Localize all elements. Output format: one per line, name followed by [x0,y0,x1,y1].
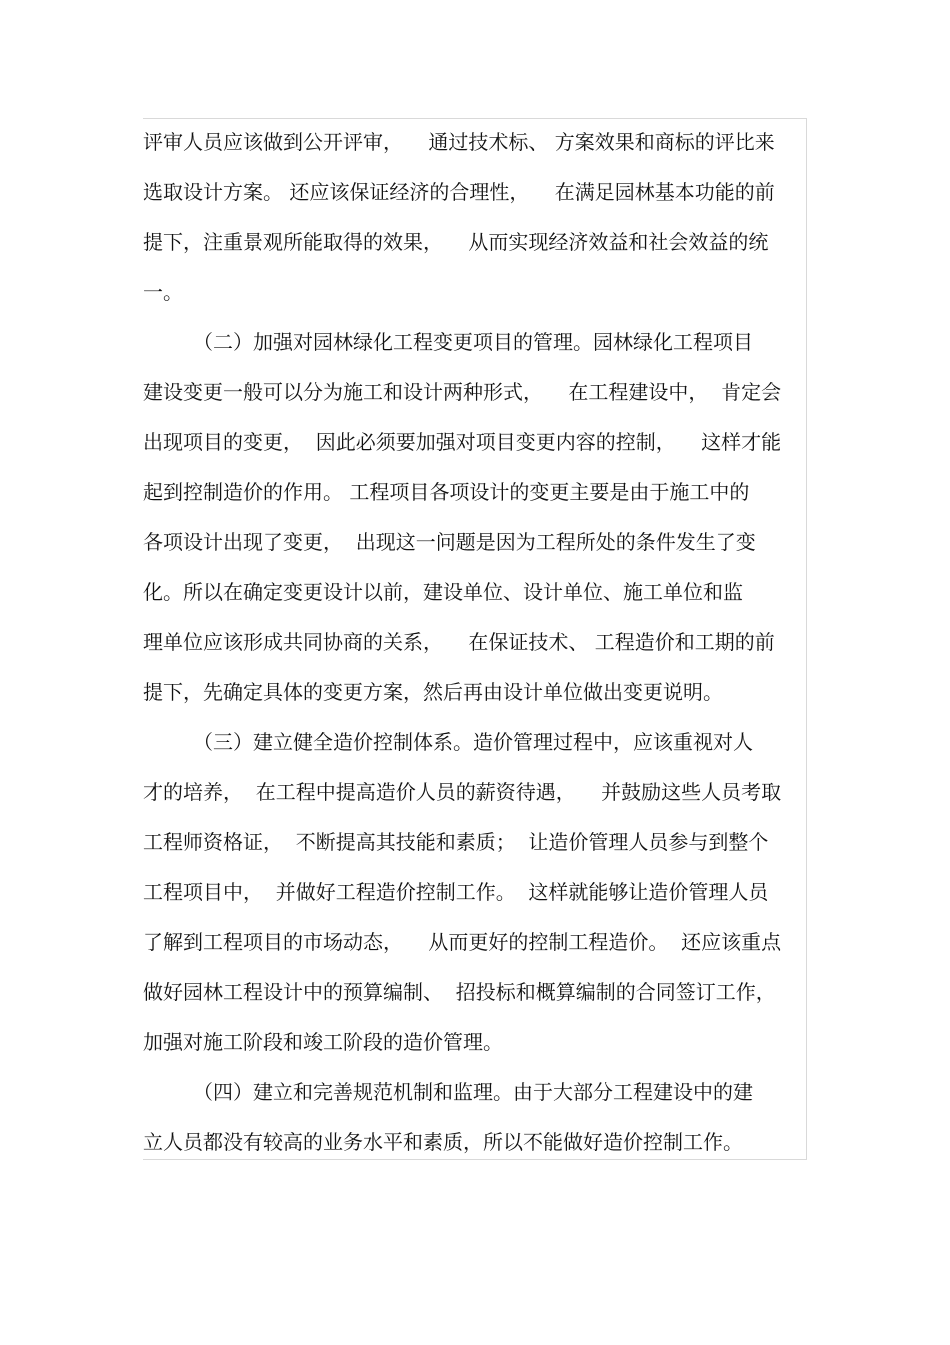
text-line-1: 评审人员应该做到公开评审， 通过技术标、 方案效果和商标的评比来 [143,130,775,154]
text-line-21: 立人员都没有较高的业务水平和素质，所以不能做好造价控制工作。 [143,1130,743,1154]
text-line-11: 理单位应该形成共同协商的关系， 在保证技术、 工程造价和工期的前 [143,630,775,654]
text-line-13: （三）建立健全造价控制体系。造价管理过程中，应该重视对人 [193,730,753,754]
text-line-6: 建设变更一般可以分为施工和设计两种形式， 在工程建设中， 肯定会 [143,380,782,404]
text-line-20: （四）建立和完善规范机制和监理。由于大部分工程建设中的建 [193,1080,753,1104]
text-line-5: （二）加强对园林绿化工程变更项目的管理。园林绿化工程项目 [193,330,753,354]
document-body [143,122,807,1172]
text-line-2: 选取设计方案。 还应该保证经济的合理性， 在满足园林基本功能的前 [143,180,775,204]
text-line-8: 起到控制造价的作用。 工程项目各项设计的变更主要是由于施工中的 [143,480,750,504]
text-line-7: 出现项目的变更， 因此必须要加强对项目变更内容的控制， 这样才能 [143,430,782,454]
text-line-15: 工程师资格证， 不断提高其技能和素质； 让造价管理人员参与到整个 [143,830,769,854]
text-line-12: 提下，先确定具体的变更方案，然后再由设计单位做出变更说明。 [143,680,723,704]
text-line-14: 才的培养， 在工程中提高造价人员的薪资待遇， 并鼓励这些人员考取 [143,780,782,804]
text-line-18: 做好园林工程设计中的预算编制、 招投标和概算编制的合同签订工作， [143,980,776,1004]
text-line-19: 加强对施工阶段和竣工阶段的造价管理。 [143,1030,503,1054]
text-line-4: 一。 [143,280,183,304]
text-line-17: 了解到工程项目的市场动态， 从而更好的控制工程造价。 还应该重点 [143,930,782,954]
text-line-9: 各项设计出现了变更， 出现这一问题是因为工程所处的条件发生了变 [143,530,756,554]
text-line-3: 提下，注重景观所能取得的效果， 从而实现经济效益和社会效益的统 [143,230,769,254]
text-line-10: 化。所以在确定变更设计以前，建设单位、设计单位、施工单位和监 [143,580,743,604]
text-line-16: 工程项目中， 并做好工程造价控制工作。 这样就能够让造价管理人员 [143,880,769,904]
